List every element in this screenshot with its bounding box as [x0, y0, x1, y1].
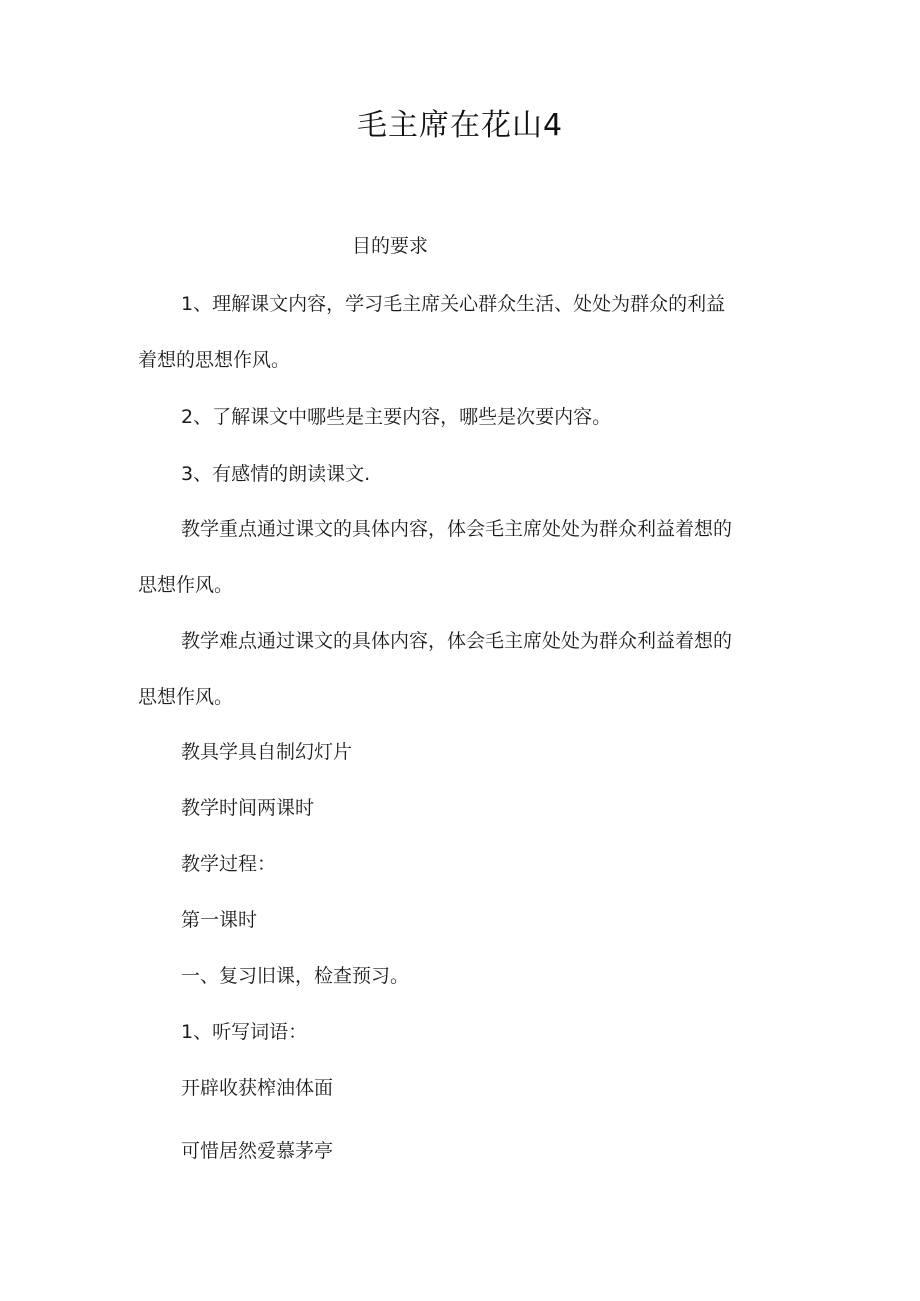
difficult-point-line-1: 教学难点通过课文的具体内容，体会毛主席处处为群众利益着想的 [181, 630, 733, 652]
step-one-heading: 一、复习旧课，检查预习。 [181, 965, 410, 987]
key-point-line-2: 思想作风。 [138, 574, 234, 596]
dictation-heading: 1、听写词语： [181, 1021, 308, 1043]
section-heading: 目的要求 [352, 235, 429, 257]
word-list-line-1: 开辟收获榨油体面 [181, 1077, 334, 1099]
objective-3: 3、有感情的朗读课文. [181, 463, 371, 485]
key-point-line-1: 教学重点通过课文的具体内容，体会毛主席处处为群众利益着想的 [181, 518, 733, 540]
objective-2: 2、了解课文中哪些是主要内容，哪些是次要内容。 [181, 406, 612, 428]
process-heading: 教学过程： [181, 853, 277, 875]
objective-1-line-2: 着想的思想作风。 [138, 349, 291, 371]
teaching-aids: 教具学具自制幻灯片 [181, 741, 353, 763]
document-title: 毛主席在花山4 [356, 108, 564, 143]
difficult-point-line-2: 思想作风。 [138, 686, 234, 708]
teaching-time: 教学时间两课时 [181, 797, 315, 819]
word-list-line-2: 可惜居然爱慕茅亭 [181, 1140, 334, 1162]
objective-1-line-1: 1、理解课文内容，学习毛主席关心群众生活、处处为群众的利益 [181, 293, 726, 315]
lesson-one-heading: 第一课时 [181, 909, 258, 931]
